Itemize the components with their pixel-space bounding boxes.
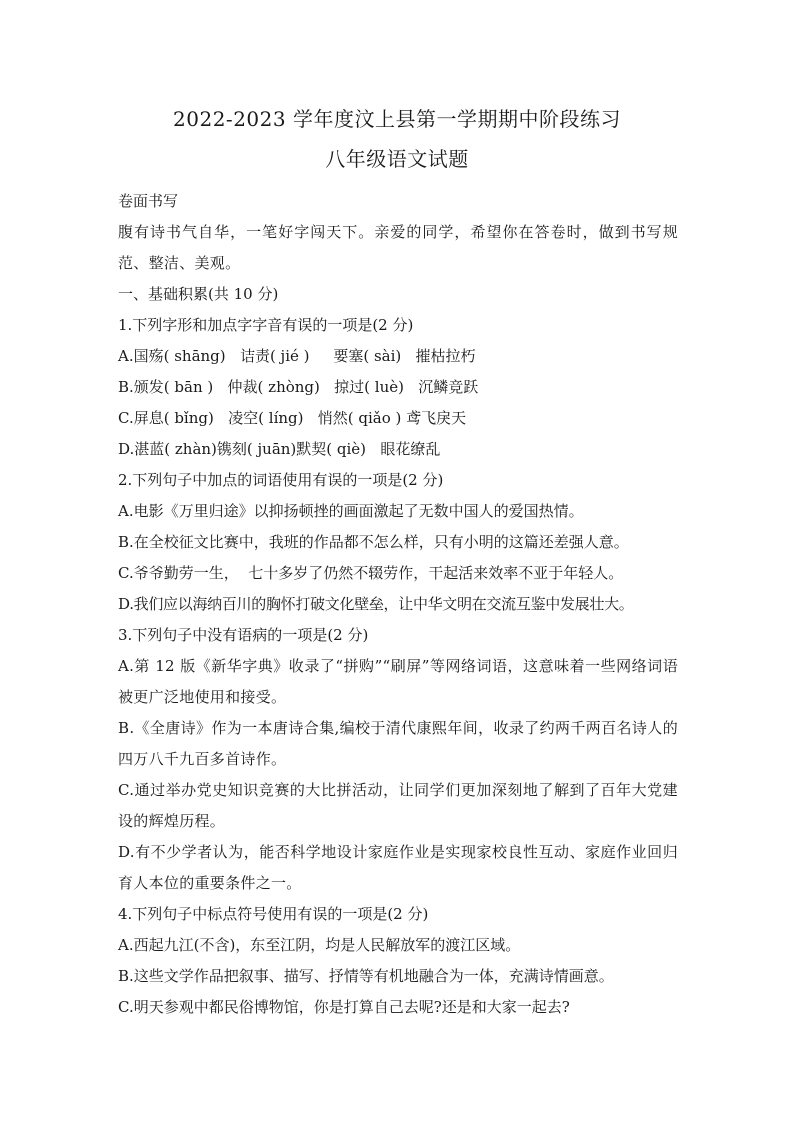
question-3-option-c: C.通过举办党史知识竞赛的大比拼活动，让同学们更加深刻地了解到了百年大党建设的辉煌历程。 <box>118 781 678 830</box>
writing-instructions: 腹有诗书气自华，一笔好字闯天下。亲爱的同学，希望你在答卷时，做到书写规范、整洁、美观。 <box>118 223 678 272</box>
question-2-stem: 2.下列句子中加点的词语使用有误的一项是(2 分) <box>118 471 444 489</box>
question-2-option-d: D.我们应以海纳百川的胸怀打破文化壁垒，让中华文明在交流互鉴中发展壮大。 <box>118 595 634 613</box>
question-4-option-b: B.这些文学作品把叙事、描写、抒情等有机地融合为一体，充满诗情画意。 <box>118 967 614 985</box>
question-1-stem: 1.下列字形和加点字字音有误的一项是(2 分) <box>118 316 414 334</box>
question-3-stem: 3.下列句子中没有语病的一项是(2 分) <box>118 626 369 644</box>
question-1-option-b: B.颁发( bān ) 仲裁( zhòng) 掠过( luè) 沉鳞竞跃 <box>118 378 479 396</box>
question-2-option-c: C.爷爷勤劳一生， 七十多岁了仍然不辍劳作，干起活来效率不亚于年轻人。 <box>118 564 624 582</box>
question-2-option-a: A.电影《万里归途》以抑扬顿挫的画面激起了无数中国人的爱国热情。 <box>118 502 584 520</box>
question-4-stem: 4.下列句子中标点符号使用有误的一项是(2 分) <box>118 905 429 923</box>
question-4-option-c: C.明天参观中都民俗博物馆，你是打算自己去呢?还是和大家一起去? <box>118 998 570 1016</box>
exam-subtitle: 八年级语文试题 <box>325 147 469 171</box>
exam-content <box>118 186 678 1023</box>
question-3-option-d: D.有不少学者认为，能否科学地设计家庭作业是实现家校良性互动、家庭作业回归育人本位的重要条件之一。 <box>118 843 678 892</box>
question-3-option-b: B.《全唐诗》作为一本唐诗合集,编校于清代康熙年间，收录了约两千两百名诗人的四万八千九百多首诗作。 <box>118 719 678 768</box>
question-1-option-a: A.国殇( shāng) 诘责( jié ) 要塞( sài) 摧枯拉朽 <box>118 347 476 365</box>
question-1-option-c: C.屏息( bǐng) 凌空( líng) 悄然( qiǎo ) 鸢飞戾天 <box>118 409 467 427</box>
question-4-option-a: A.西起九江(不含)，东至江阴，均是人民解放军的渡江区域。 <box>118 936 521 954</box>
writing-heading: 卷面书写 <box>118 192 179 210</box>
question-3-option-a: A.第 12 版《新华字典》收录了“拼购”“刷屏”等网络词语，这意味着一些网络词语被更广泛地使用和接受。 <box>118 657 678 706</box>
question-2-option-b: B.在全校征文比赛中，我班的作品都不怎么样，只有小明的这篇还差强人意。 <box>118 533 629 551</box>
section-heading: 一、基础积累(共 10 分) <box>118 285 279 303</box>
question-1-option-d: D.湛蓝( zhàn)镌刻( juān)默契( qiè) 眼花缭乱 <box>118 440 441 458</box>
exam-title: 2022-2023 学年度汶上县第一学期期中阶段练习 <box>173 107 621 131</box>
